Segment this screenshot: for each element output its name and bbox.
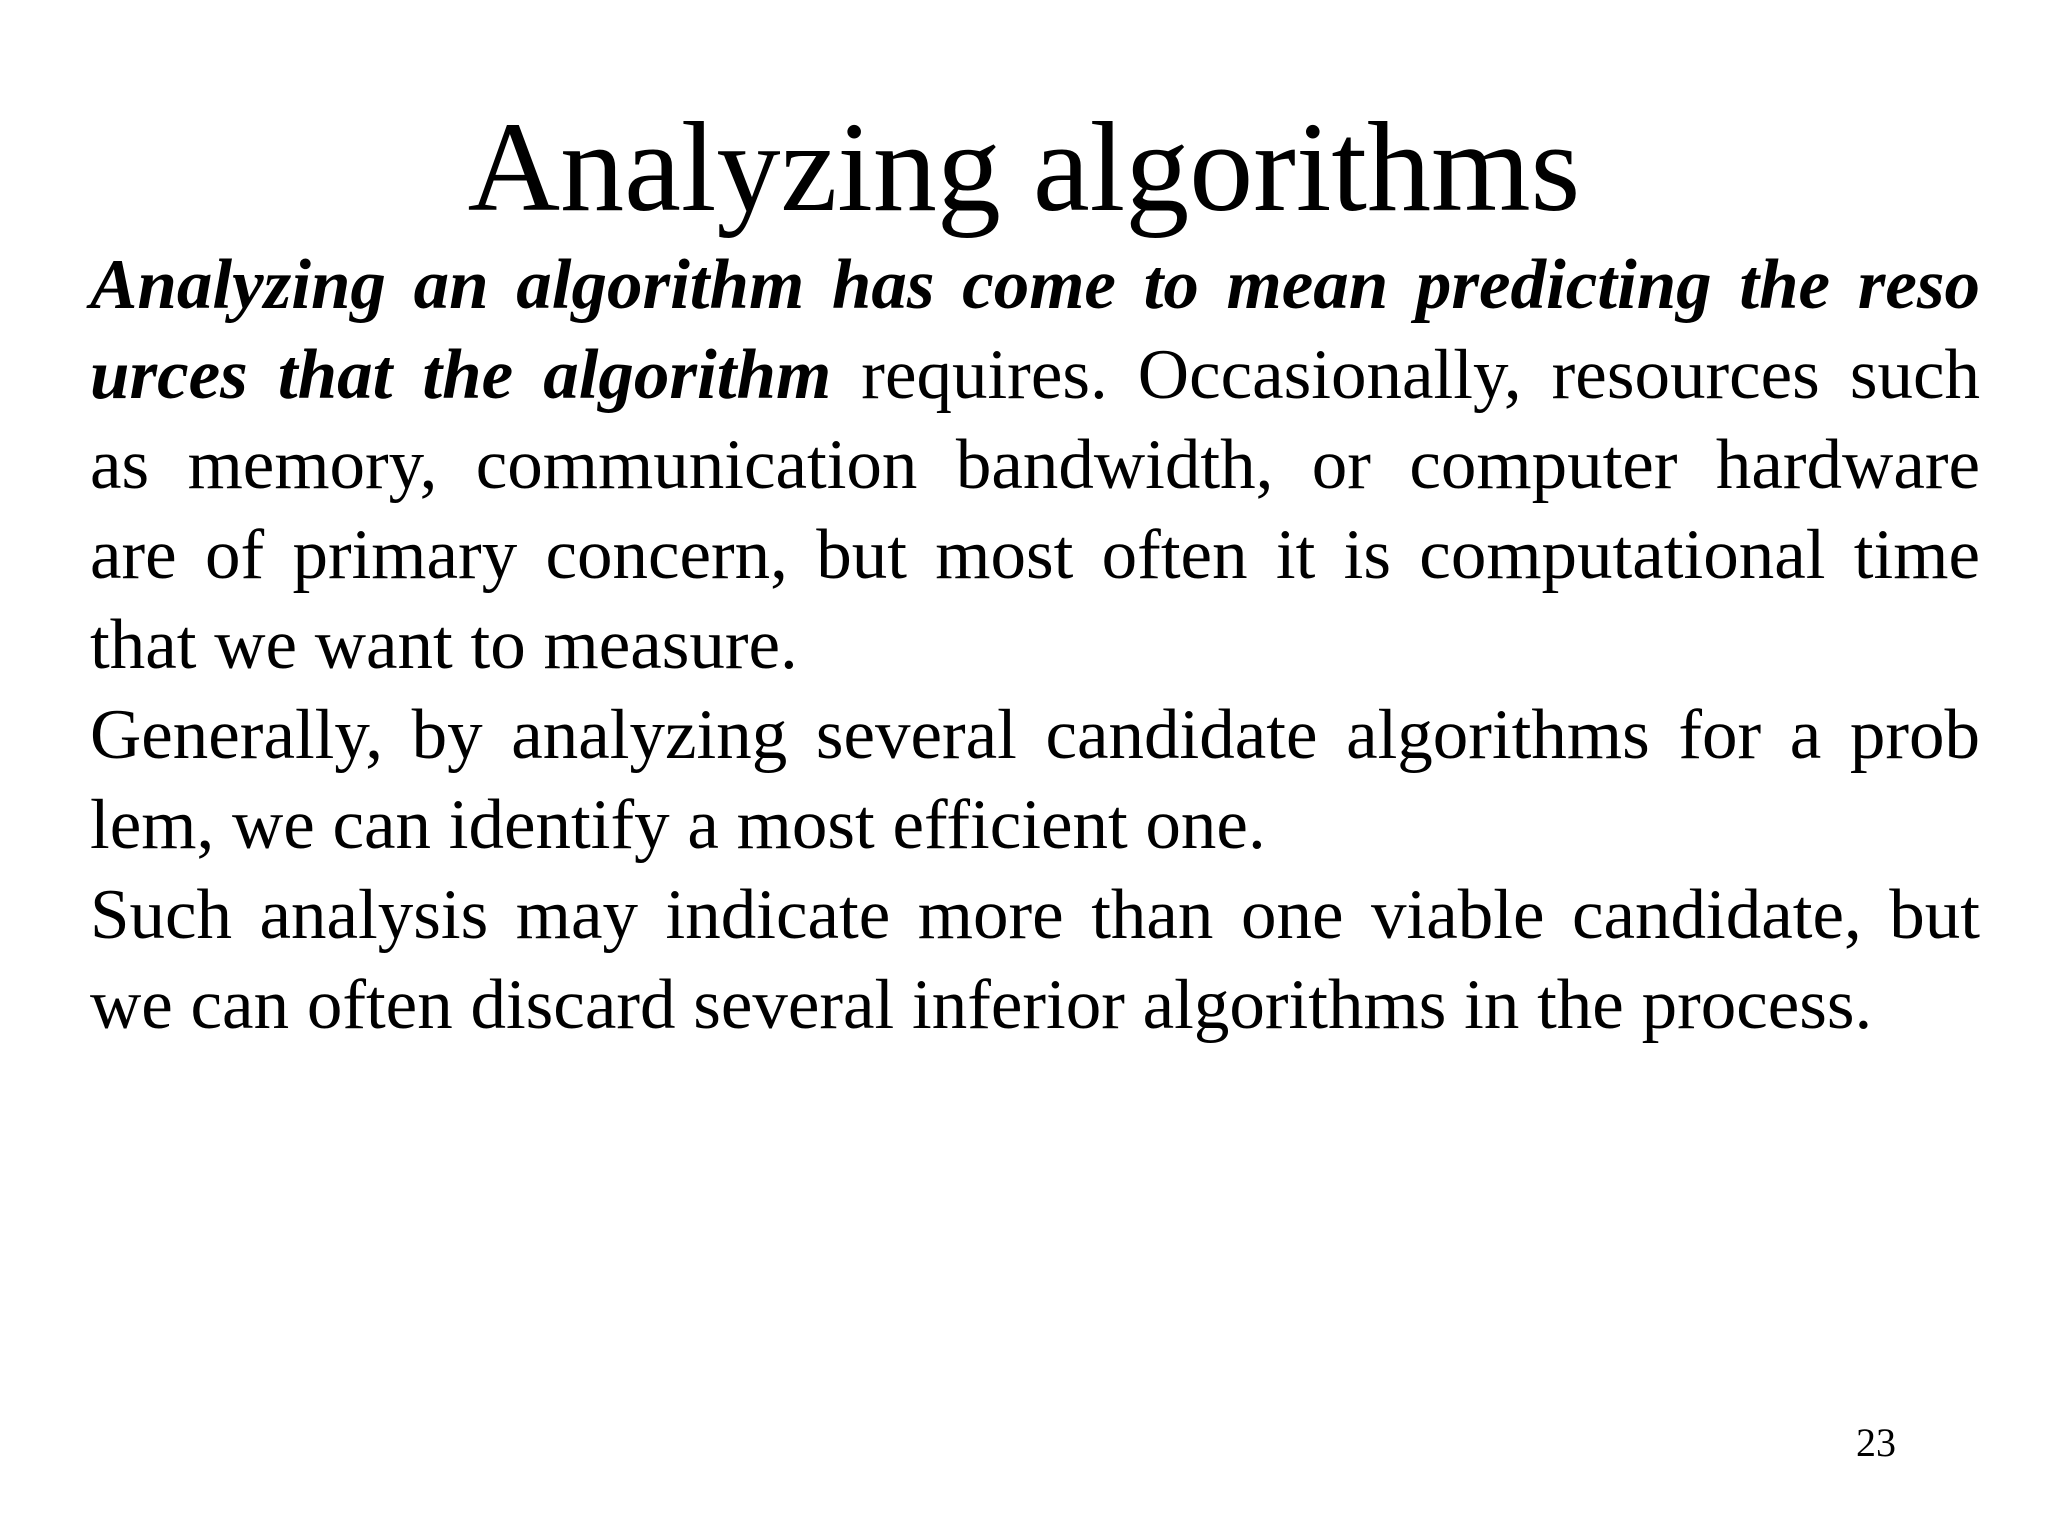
body-text: requires. Occasionally, resources such: [831, 336, 1980, 414]
body-line-6: [90, 690, 1980, 780]
body-text: lem, we can identify a most efficient one.: [90, 786, 1266, 864]
body-line-9: [90, 960, 1980, 1050]
slide-title: Analyzing algorithms: [467, 96, 1581, 238]
body-line-5: [90, 600, 1980, 690]
body-text: that we want to measure.: [90, 606, 798, 684]
body-line-7: [90, 780, 1980, 870]
body-text: Generally, by analyzing several candidate algorithms for a prob: [90, 696, 1980, 774]
slide-body: [90, 240, 1980, 1050]
body-text: we can often discard several inferior algorithms in the process.: [90, 966, 1873, 1044]
body-text: as memory, communication bandwidth, or computer hardware: [90, 426, 1980, 504]
body-line-1: [90, 240, 1980, 330]
body-line-8: [90, 870, 1980, 960]
emphasized-text: urces that the algorithm: [90, 336, 832, 414]
body-text: Such analysis may indicate more than one viable candidate, but: [90, 876, 1980, 954]
body-line-2: [90, 330, 1980, 420]
body-line-4: [90, 510, 1980, 600]
body-text: are of primary concern, but most often it is computational time: [90, 516, 1980, 594]
emphasized-text: Analyzing an algorithm has come to mean predicting the reso: [90, 246, 1980, 324]
page-number: 23: [1856, 1420, 1896, 1465]
body-line-3: [90, 420, 1980, 510]
